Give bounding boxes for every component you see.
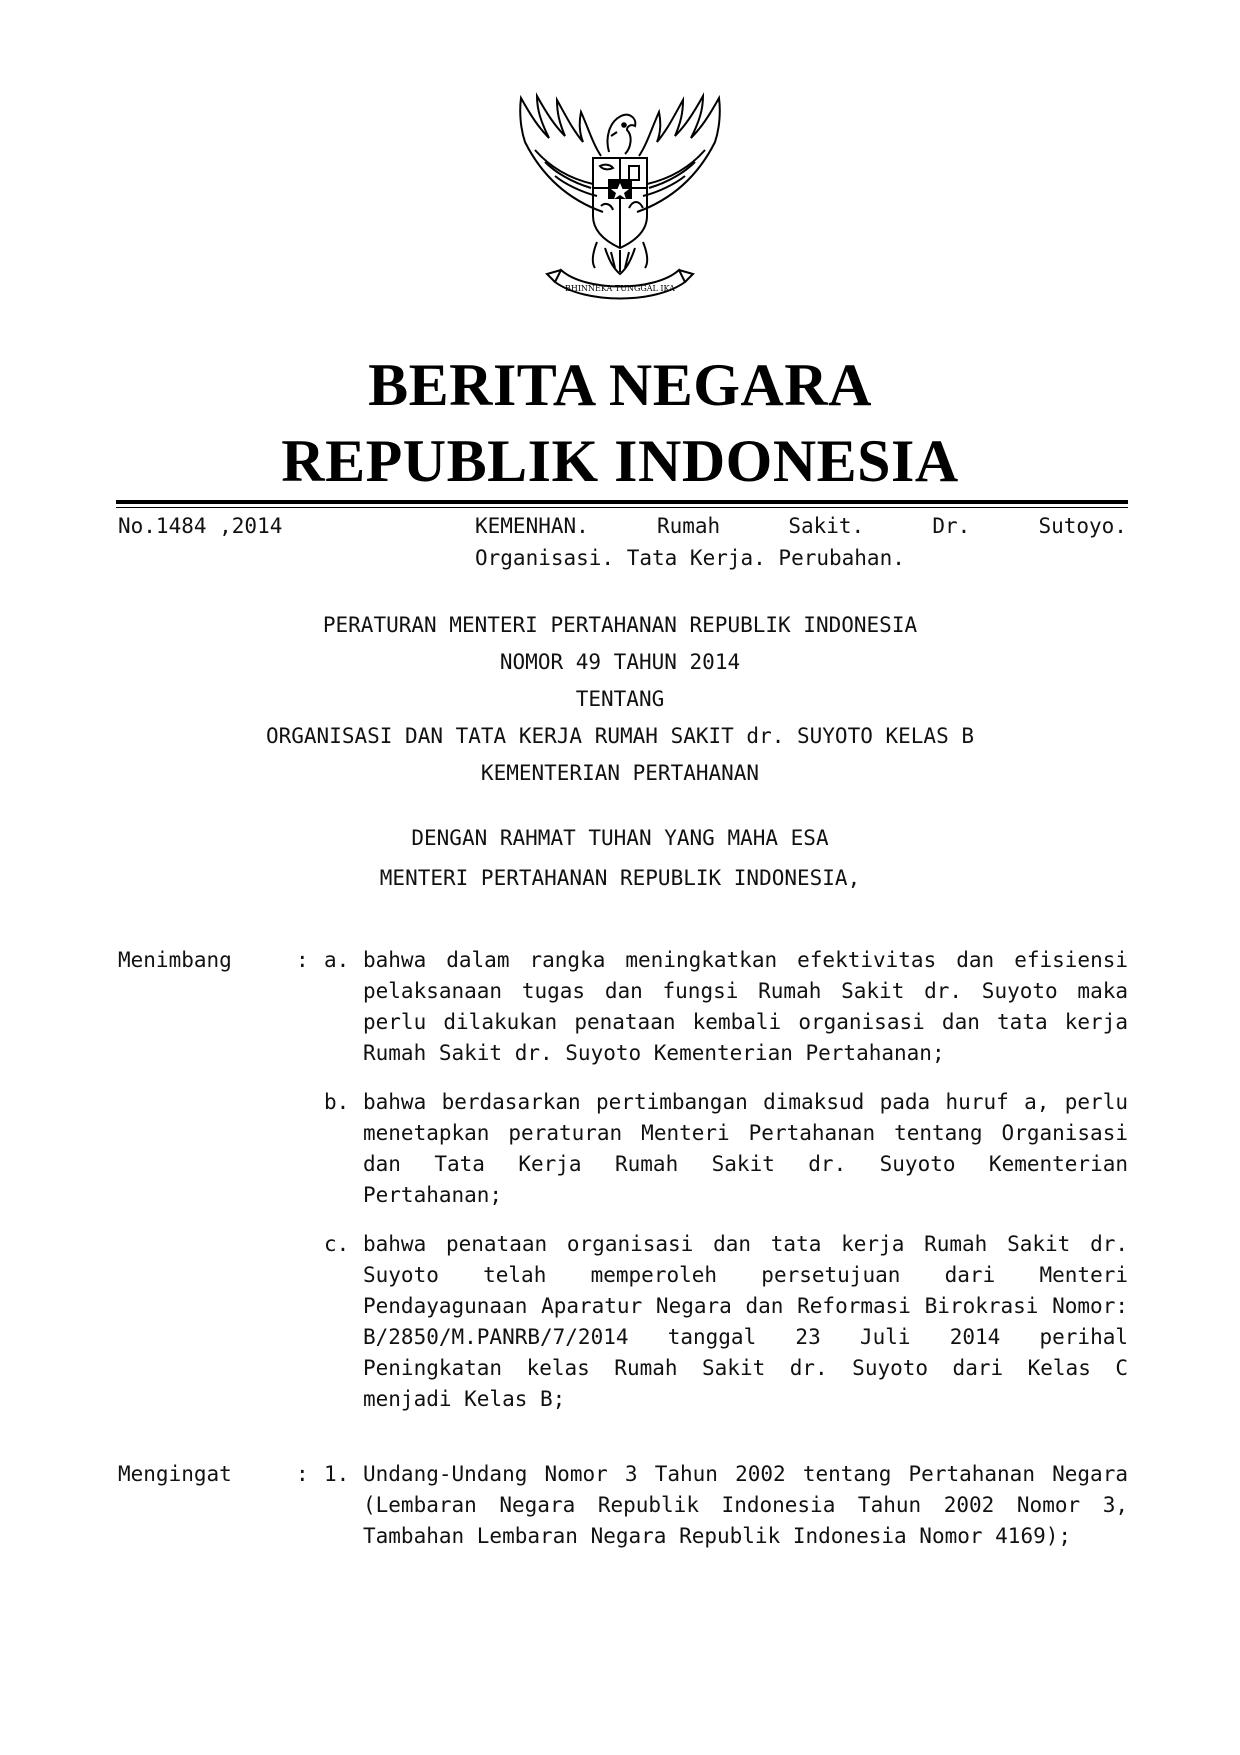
item-text: bahwa berdasarkan pertimbangan dimaksud pada huruf a, perlu menetapkan peraturan Menteri Pertahanan tentang Organisasi dan Tata Kerja Rumah Sakit dr. Suyoto Kementerian Pertahanan;: [363, 1090, 1128, 1207]
section-mengingat: [118, 1459, 1128, 1570]
preamble-heading: [0, 818, 1240, 898]
list-item: [118, 1087, 1128, 1211]
list-item: [118, 1459, 1128, 1552]
section-colon: :: [296, 1462, 309, 1486]
motto-text: BHINNEKA TUNGGAL IKA: [565, 284, 675, 293]
minister-line: MENTERI PERTAHANAN REPUBLIK INDONESIA,: [379, 866, 861, 890]
item-marker: c.: [324, 1232, 350, 1256]
subject-word: Sutoyo.: [1038, 514, 1127, 538]
item-text: bahwa penataan organisasi dan tata kerja Rumah Sakit dr. Suyoto telah memperoleh persetujuan dari Menteri Pendayagunaan Aparatur Negara dan Reformasi Birokrasi Nomor: B/2850/M.PANRB/7/2014 tanggal 23 Juli 2014 perihal Peningkatan kelas Rumah Sakit dr. Suyoto dari Kelas C menjadi Kelas B;: [363, 1232, 1128, 1411]
item-text: Undang-Undang Nomor 3 Tahun 2002 tentang Pertahanan Negara (Lembaran Negara Republik Indonesia Tahun 2002 Nomor 3, Tambahan Lembaran Negara Republik Indonesia Nomor 4169);: [363, 1462, 1128, 1548]
subject-line-2: Organisasi. Tata Kerja. Perubahan.: [475, 546, 905, 570]
title-line: PERATURAN MENTERI PERTAHANAN REPUBLIK INDONESIA: [322, 613, 918, 637]
masthead-title: BERITA NEGARA: [368, 352, 872, 418]
title-line: TENTANG: [575, 687, 665, 711]
header-rule-thick: [116, 500, 1128, 504]
subject-word: Dr.: [932, 514, 971, 538]
subject-word: KEMENHAN.: [475, 514, 589, 538]
item-marker: 1.: [324, 1462, 350, 1486]
gazette-subject: [475, 510, 1127, 574]
section-colon: :: [296, 948, 309, 972]
title-line: KEMENTERIAN PERTAHANAN: [480, 761, 760, 785]
subject-word: Sakit.: [788, 514, 865, 538]
header-rule-thin: [116, 507, 1128, 508]
subject-word: Rumah: [656, 514, 721, 538]
subject-line-1: [475, 510, 1127, 542]
gazette-number: No.1484 ,2014: [118, 514, 283, 538]
section-label: Mengingat: [118, 1462, 232, 1486]
section-label: Menimbang: [118, 948, 232, 972]
section-menimbang: [118, 945, 1128, 1433]
item-marker: b.: [324, 1090, 350, 1114]
regulation-title: [0, 607, 1240, 792]
title-line: NOMOR 49 TAHUN 2014: [499, 650, 741, 674]
item-marker: a.: [324, 948, 350, 972]
list-item: [118, 945, 1128, 1069]
garuda-pancasila-emblem: [505, 92, 735, 304]
masthead-subtitle: REPUBLIK INDONESIA: [281, 428, 959, 494]
rahmat-line: DENGAN RAHMAT TUHAN YANG MAHA ESA: [411, 826, 829, 850]
title-line: ORGANISASI DAN TATA KERJA RUMAH SAKIT dr. SUYOTO KELAS B: [265, 724, 974, 748]
list-item: [118, 1229, 1128, 1415]
item-text: bahwa dalam rangka meningkatkan efektivitas dan efisiensi pelaksanaan tugas dan fungsi Rumah Sakit dr. Suyoto maka perlu dilakukan penataan kembali organisasi dan tata kerja Rumah Sakit dr. Suyoto Kementerian Pertahanan;: [363, 948, 1128, 1065]
